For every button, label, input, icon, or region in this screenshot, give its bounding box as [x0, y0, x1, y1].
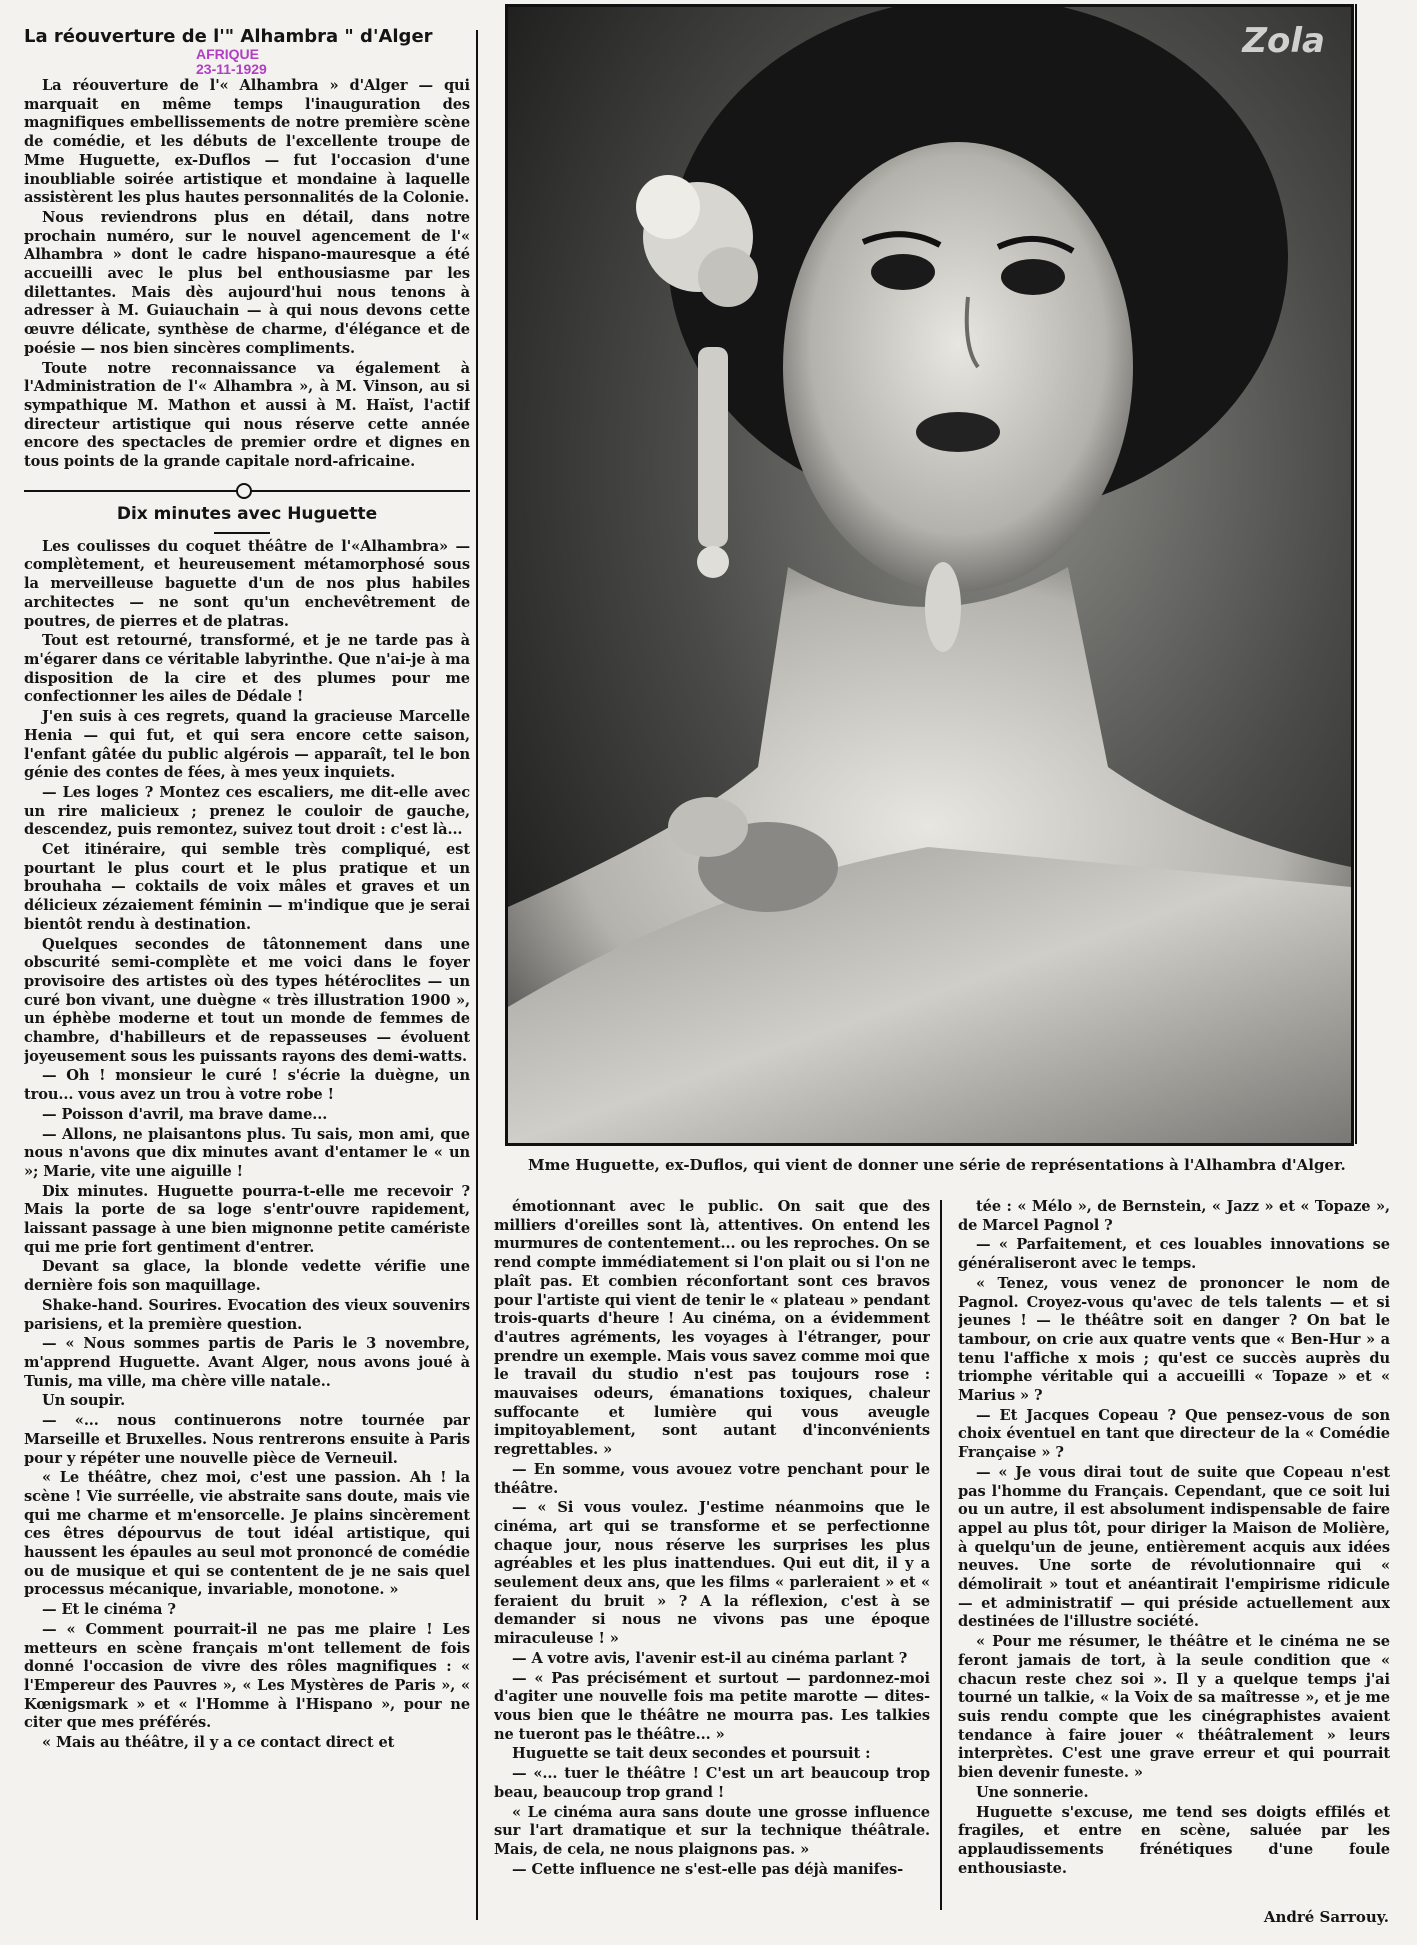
article2-column2	[494, 1198, 930, 1879]
stamp-date: 23-11-1929	[196, 61, 267, 77]
article2-paragraph: « Tenez, vous venez de prononcer le nom de Pagnol. Croyez-vous qu'avec de tels talents — et si jeunes ! — le théâtre soit en danger ? On bat le tambour, on crie aux quatre vents que « Ben-Hur » a tenu l'affiche x mois ; qu'est ce succès auprès du triomphe véritable qui a accueilli « Topaze » et « Marius » ?	[958, 1274, 1390, 1405]
article2-paragraph: — Les loges ? Montez ces escaliers, me dit-elle avec un rire malicieux ; prenez le couloir de gauche, descendez, puis remontez, suivez tout droit : c'est là...	[24, 783, 470, 839]
article2-paragraph: — « Pas précisément et surtout — pardonnez-moi d'agiter une nouvelle fois ma petite marotte — dites-vous bien que le théâtre ne mourra pas. Les talkies ne tueront pas le théâtre... »	[494, 1669, 930, 1743]
column-right	[958, 1198, 1390, 1918]
article2-paragraph: Dix minutes. Huguette pourra-t-elle me recevoir ? Mais la porte de sa loge s'entr'ouvre rapidement, laissant passage à une bien mignonne petite camériste qui me prie fort gentiment d'entrer.	[24, 1182, 470, 1256]
article2-paragraph: Shake-hand. Sourires. Evocation des vieux souvenirs parisiens, et la première question.	[24, 1296, 470, 1333]
article1-paragraph: Toute notre reconnaissance va également à l'Administration de l'« Alhambra », à M. Vinson, au si sympathique M. Mathon et aussi à M. Haïst, l'actif directeur artistique qui nous réserve cette année encore des spectacles de premier ordre et dignes en tous points de la grande capitale nord-africaine.	[24, 359, 470, 471]
title-underline	[24, 524, 470, 538]
article2-paragraph: tée : « Mélo », de Bernstein, « Jazz » et « Topaze », de Marcel Pagnol ?	[958, 1198, 1390, 1234]
column-rule	[476, 30, 478, 1920]
article2-paragraph: — Et Jacques Copeau ? Que pensez-vous de son choix éventuel en tant que directeur de la « Comédie Française » ?	[958, 1406, 1390, 1462]
portrait-image	[508, 7, 1351, 1143]
article2-paragraph: Les coulisses du coquet théâtre de l'«Alhambra» — complètement, et heureusement métamorphosé sous la merveilleuse baguette d'un de nos plus habiles architectes — ne sont qu'un enchevêtrement de poutres, de pierres et de platras.	[24, 537, 470, 630]
article2-paragraph: — « Parfaitement, et ces louables innovations se généraliseront avec le temps.	[958, 1236, 1390, 1273]
article2-paragraph: Une sonnerie.	[976, 1783, 1089, 1801]
article2-paragraph: — Poisson d'avril, ma brave dame...	[42, 1105, 328, 1123]
author-signature: André Sarrouy.	[1263, 1908, 1389, 1926]
column-rule-2	[940, 1200, 942, 1910]
article2-paragraph: Huguette s'excuse, me tend ses doigts effilés et fragiles, et entre en scène, saluée par les applaudissements frénétiques d'une foule enthousiaste.	[958, 1803, 1390, 1877]
article1-title: La réouverture de l'" Alhambra " d'Alger	[24, 26, 433, 47]
article2-paragraph: — « Je vous dirai tout de suite que Copeau n'est pas l'homme du Français. Cependant, que ce soit lui ou un autre, il est absolument indispensable de faire appel au plus tôt, pour diriger la Maison de Molière, à quelqu'un de jeune, entièrement acquis aux idées neuves. Une sorte de révolutionnaire qui « démolirait » tout et anéantirait l'empirisme ridicule — et administratif — qui préside actuellement aux destinées de l'illustre société.	[958, 1463, 1390, 1631]
article2-paragraph: Cet itinéraire, qui semble très compliqué, est pourtant le plus court et le plus pratique et un brouhaha — coktails de voix mâles et graves et un délicieux zézaiement féminin — m'indique que je serai bientôt rendu à destination.	[24, 841, 470, 933]
article2-title: Dix minutes avec Huguette	[116, 503, 378, 524]
article2-paragraph: « Le cinéma aura sans doute une grosse influence sur l'art dramatique et sur la technique théâtrale. Mais, de cela, ne nous plaignons pas. »	[494, 1803, 930, 1858]
article2-paragraph: Quelques secondes de tâtonnement dans une obscurité semi-complète et me voici dans le foyer provisoire des artistes où des types hétéroclites — un curé bon vivant, une duègne « très illustration 1900 », un éphèbe moderne et tout un monde de femmes de chambre, d'habilleurs et de repasseuses — évoluent joyeusement sous les puissants rayons des demi-watts.	[24, 935, 470, 1065]
article2-paragraph: — «... nous continuerons notre tournée par Marseille et Bruxelles. Nous rentrerons ensuite à Paris pour y répéter une nouvelle pièce de Verneuil.	[24, 1412, 470, 1467]
article1-paragraph: La réouverture de l'« Alhambra » d'Alger — qui marquait en même temps l'inauguration des magnifiques embellissements de notre première scène de comédie, et les débuts de l'excellente troupe de Mme Huguette, ex-Duflos — fut l'occasion d'une inoubliable soirée artistique et mondaine à laquelle assistèrent les plus hautes personnalités de la Colonie.	[24, 77, 470, 207]
article2-paragraph: Un soupir.	[42, 1392, 126, 1410]
column-middle	[494, 1198, 930, 1938]
article2-paragraph: — A votre avis, l'avenir est-il au cinéma parlant ?	[512, 1649, 908, 1667]
article2-paragraph: Tout est retourné, transformé, et je ne tarde pas à m'égarer dans ce véritable labyrinthe. Que n'ai-je à ma disposition de la cire et des plumes pour me confectionner les ailes de Dédale !	[24, 632, 470, 706]
article1-paragraph: Nous reviendrons plus en détail, dans notre prochain numéro, sur le nouvel agencement de l'« Alhambra » dont le cadre hispano-mauresque a été accueilli avec le plus bel enthousiasme par les dilettantes. Mais dès aujourd'hui nous tenons à adresser à M. Guiauchain — à qui nous devons cette œuvre délicate, synthèse de charme, d'élégance et de poésie — nos bien sincères compliments.	[24, 208, 470, 357]
article2-paragraph: « Le théâtre, chez moi, c'est une passion. Ah ! la scène ! Vie surréelle, vie abstraite sans doute, mais vie qui me charme et m'ensorcelle. Je plains sincèrement ces êtres dépourvus de tout idéal artistique, qui haussent les épaules au seul mot prononcé de comédie ou de musique et qui se contentent de je ne sais quel processus mécanique, invariable, monotone. »	[24, 1469, 470, 1599]
article2-paragraph: — «... tuer le théâtre ! C'est un art beaucoup trop beau, beaucoup trop grand !	[494, 1765, 930, 1801]
article2-paragraph: — Allons, ne plaisantons plus. Tu sais, mon ami, que nous n'avons que dix minutes avant d'entamer le « un »; Marie, vite une aiguille !	[24, 1125, 470, 1180]
article2-paragraph: — « Comment pourrait-il ne pas me plaire ! Les metteurs en scène français m'ont tellement de fois donné l'occasion de vivre des rôles magnifiques : « l'Empereur des Pauvres », « Les Mystères de Paris », « Kœnigsmark » et « l'Homme à l'Hispano », pour ne citer que mes préférés.	[24, 1620, 470, 1732]
article2-paragraph: J'en suis à ces regrets, quand la gracieuse Marcelle Henia — qui fut, et qui sera encore cette saison, l'enfant gâtée du public algérois — apparaît, tel le bon génie des contes de fées, à mes yeux inquiets.	[24, 708, 470, 782]
article2-paragraph: — Et le cinéma ?	[42, 1601, 176, 1619]
article2-paragraph: Devant sa glace, la blonde vedette vérifie une dernière fois son maquillage.	[24, 1258, 470, 1295]
article2-paragraph: « Pour me résumer, le théâtre et le cinéma ne se feront jamais de tort, à la seule condition que « chacun reste chez soi ». Il y a quelque temps j'ai tourné un talkie, « la Voix de sa maîtresse », et je me suis rendu compte que les cinégraphistes avaient tendance à faire jouer « théâtralement » leurs interprètes. C'est une grave erreur et qui pourrait bien devenir funeste. »	[958, 1633, 1390, 1782]
section-divider	[24, 478, 470, 504]
article2-paragraph: « Mais au théâtre, il y a ce contact direct et	[42, 1734, 395, 1752]
article2-paragraph: émotionnant avec le public. On sait que des milliers d'oreilles sont là, attentives. On entend les murmures de contentement... ou les reproches. On se rend compte immédiatement si l'on plait ou si l'on ne plaît pas. Et combien réconfortant sont ces bravos pour l'artiste qui vient de tenir le « plateau » pendant trois-quarts d'heure ! Au cinéma, on a évidemment d'autres agréments, les voyages à l'étranger, pour prendre un exemple. Mais vous savez comme moi que le travail du studio n'est pas toujours rose : mauvaises odeurs, émanations toxiques, chaleur suffocante et lumière qui vous aveugle impitoyablement, sont autant d'inconvénients regrettables. »	[494, 1198, 930, 1459]
article2-paragraph: — « Nous sommes partis de Paris le 3 novembre, m'apprend Huguette. Avant Alger, nous avons joué à Tunis, ma ville, ma chère ville natale..	[24, 1335, 470, 1390]
article2-paragraph: — En somme, vous avouez votre penchant pour le théâtre.	[494, 1460, 930, 1497]
stamp-source: AFRIQUE	[196, 46, 259, 62]
column-left	[24, 26, 470, 1926]
photo-caption: Mme Huguette, ex-Duflos, qui vient de donner une série de représentations à l'Alhambra d'Alger.	[528, 1156, 1346, 1174]
article2-paragraph: — Cette influence ne s'est-elle pas déjà manifes-	[512, 1860, 904, 1878]
article2-column3	[958, 1198, 1390, 1878]
article2-paragraph: — Oh ! monsieur le curé ! s'écrie la duègne, un trou... vous avez un trou à votre robe !	[24, 1067, 470, 1104]
portrait-photo	[505, 4, 1354, 1146]
article2-paragraph: Huguette se tait deux secondes et poursuit :	[512, 1745, 871, 1763]
article2-column1	[24, 538, 470, 1753]
article2-paragraph: — « Si vous voulez. J'estime néanmoins que le cinéma, art qui se transforme et se perfectionne chaque jour, nous réserve les surprises les plus agréables et les plus inattendues. Qui eut dit, il y a seulement deux ans, que les films « parleraient » et « feraient du bruit » ? A la réflexion, c'est à se demander si nous ne vivons pas une époque miraculeuse ! »	[494, 1499, 930, 1648]
photo-rule	[1355, 4, 1357, 1144]
photographer-watermark: Zola	[1242, 21, 1325, 61]
article1-body	[24, 77, 470, 472]
